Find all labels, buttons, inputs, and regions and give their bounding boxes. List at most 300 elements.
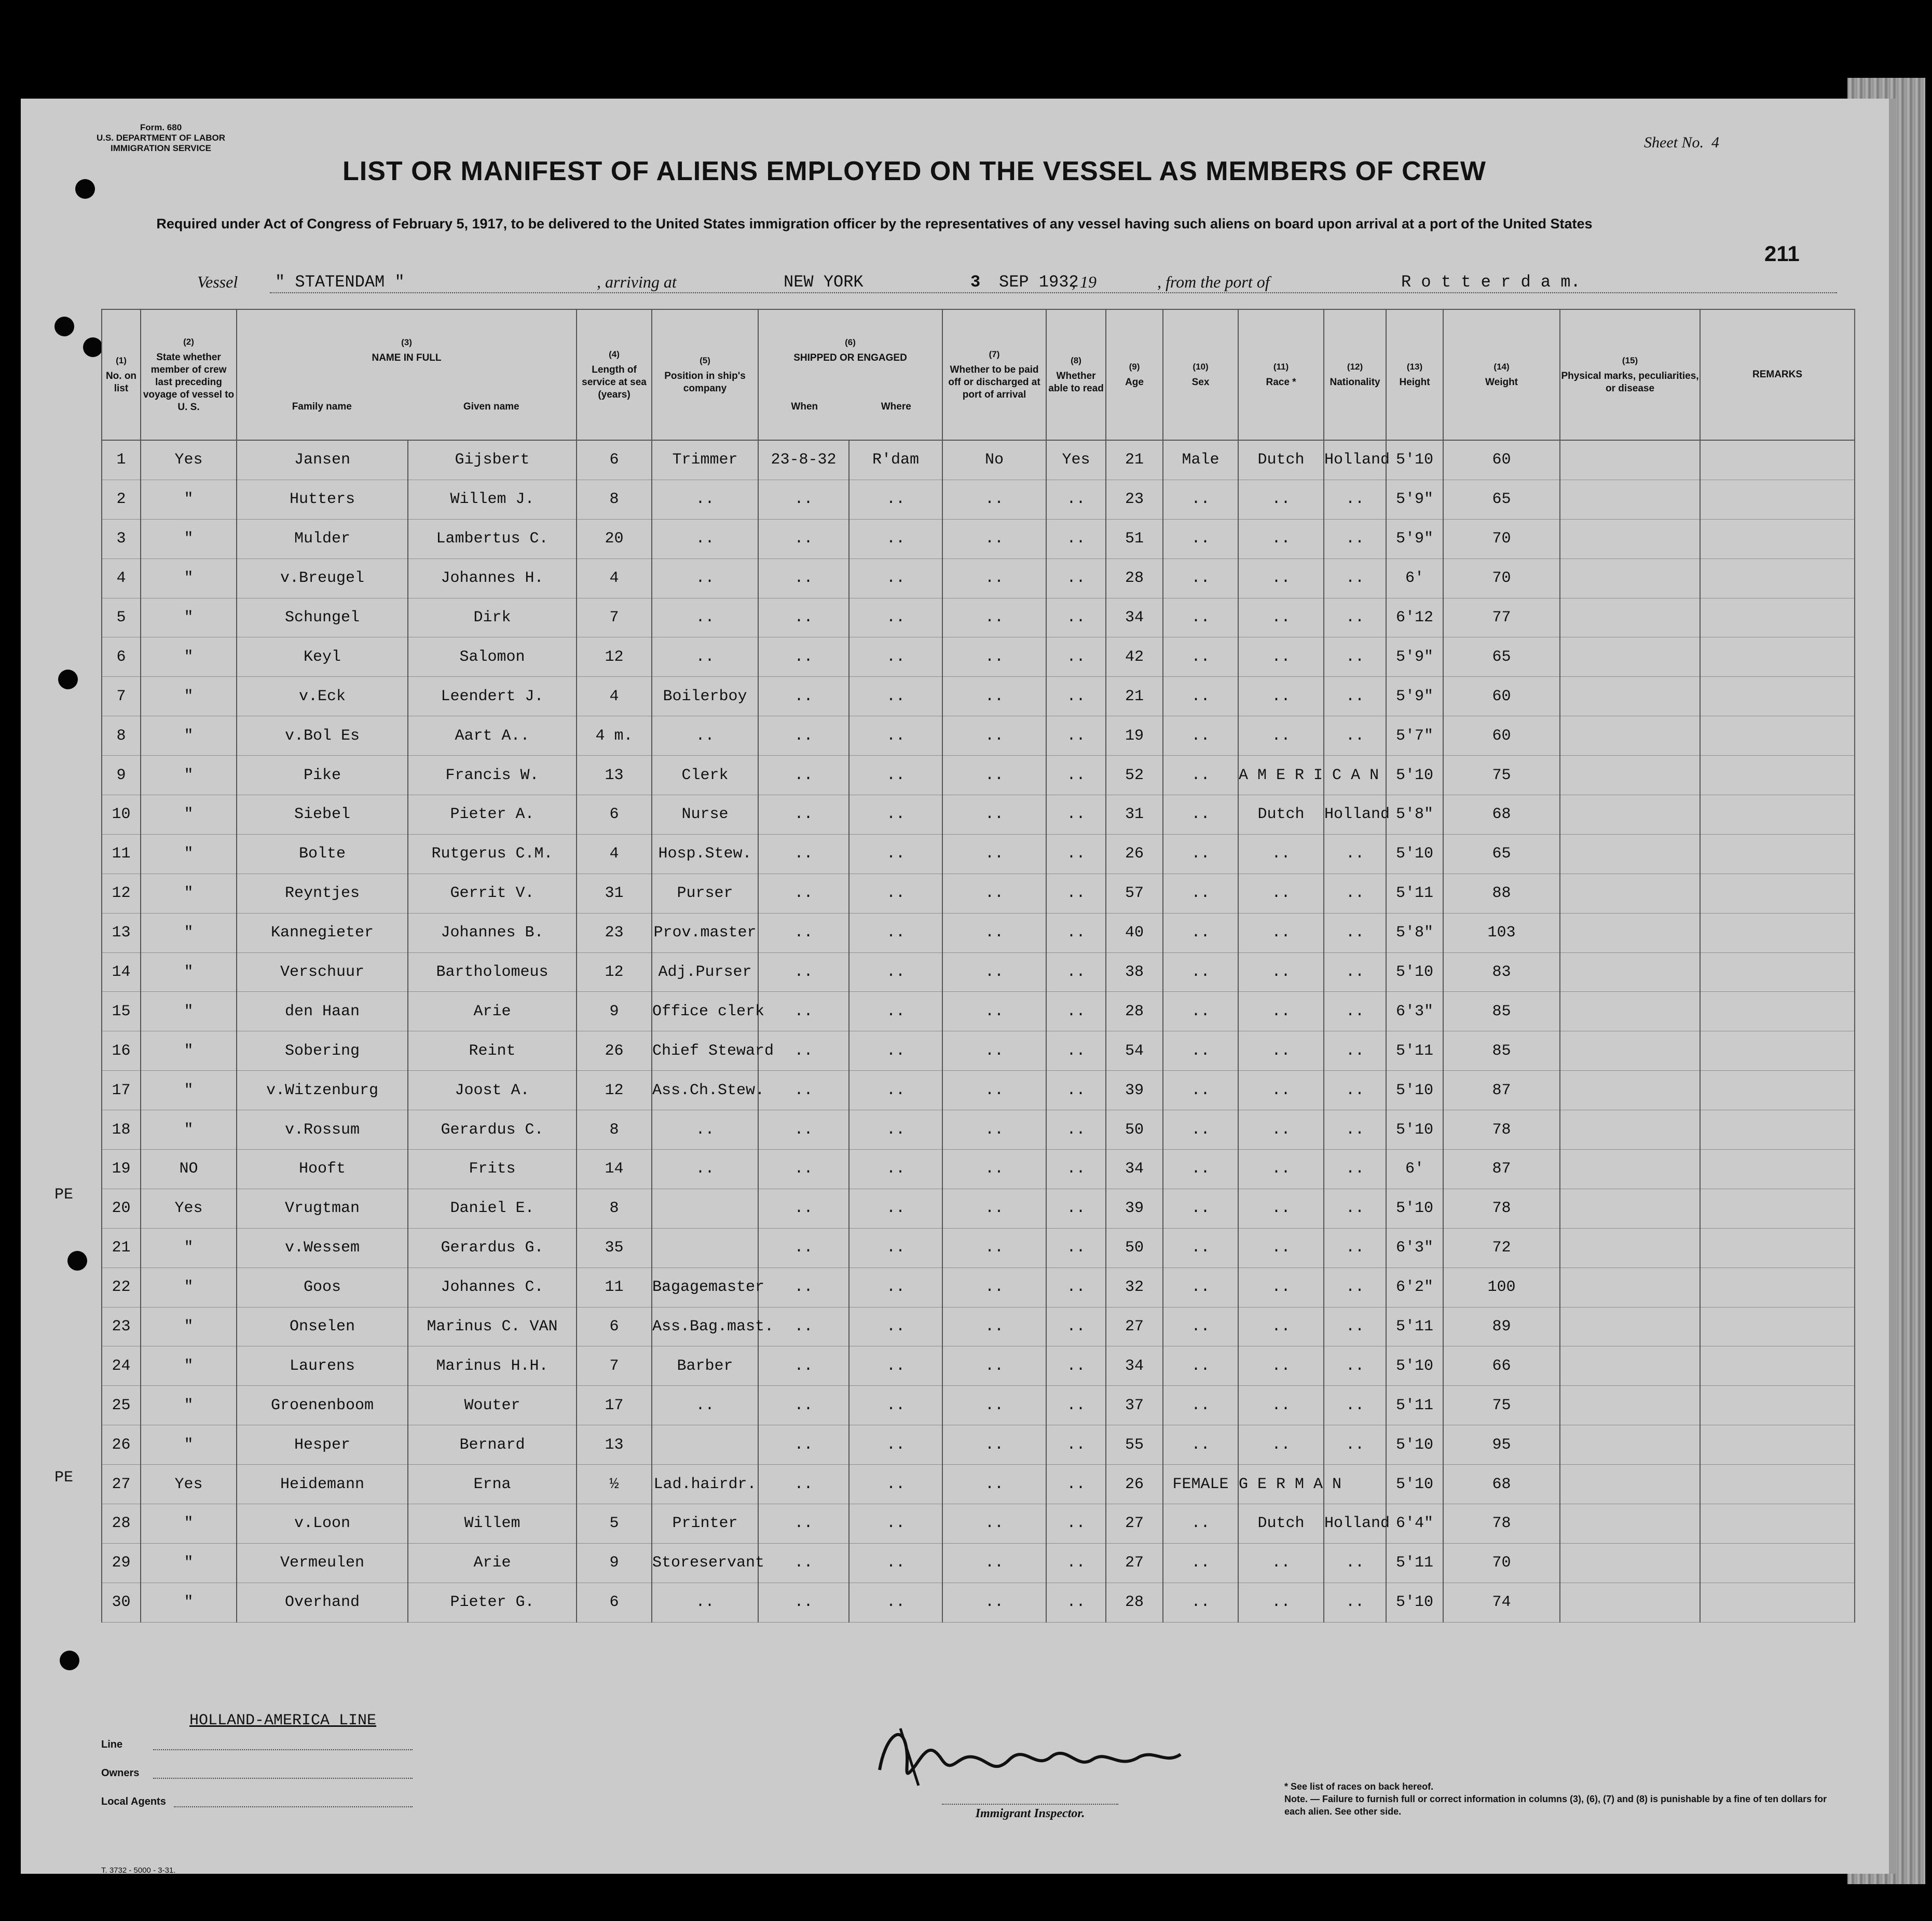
cell-sex: .. — [1163, 952, 1238, 992]
cell-shipped-where: .. — [849, 1189, 942, 1228]
col-header-sex: (10) Sex — [1163, 309, 1238, 440]
table-row — [102, 558, 1855, 598]
cell-previous-voyage: Yes — [141, 1189, 237, 1228]
cell-height: 5'9" — [1386, 677, 1443, 716]
table-row — [102, 1110, 1855, 1150]
cell-weight: 87 — [1443, 1150, 1560, 1189]
cell-service-length: 11 — [577, 1268, 652, 1307]
cell-remarks — [1700, 1150, 1855, 1189]
cell-weight: 103 — [1443, 913, 1560, 952]
cell-race: .. — [1238, 1386, 1324, 1425]
cell-paid-off: .. — [942, 1346, 1046, 1386]
cell-sex: .. — [1163, 1268, 1238, 1307]
cell-previous-voyage: " — [141, 874, 237, 913]
cell-age: 34 — [1106, 1150, 1163, 1189]
cell-shipped-when: .. — [758, 598, 849, 637]
table-row — [102, 1268, 1855, 1307]
cell-race: .. — [1238, 637, 1324, 677]
cell-physical-marks — [1560, 1189, 1700, 1228]
cell-shipped-when: .. — [758, 1583, 849, 1622]
cell-shipped-where: .. — [849, 1425, 942, 1465]
cell-remarks — [1700, 1189, 1855, 1228]
cell-shipped-where: .. — [849, 1583, 942, 1622]
cell-paid-off: .. — [942, 1228, 1046, 1268]
cell-nationality: .. — [1324, 558, 1386, 598]
cell-position — [652, 1425, 758, 1465]
cell-family-name: v.Loon — [237, 1504, 408, 1544]
cell-remarks — [1700, 756, 1855, 795]
cell-row-number: 14 — [102, 952, 141, 992]
cell-family-name: Kannegieter — [237, 913, 408, 952]
cell-able-to-read: .. — [1046, 1425, 1106, 1465]
page-title: LIST OR MANIFEST OF ALIENS EMPLOYED ON THE VESSEL AS MEMBERS OF CREW — [342, 156, 1486, 186]
cell-race: Dutch — [1238, 795, 1324, 835]
cell-given-name: Gerardus G. — [408, 1228, 577, 1268]
cell-age: 50 — [1106, 1228, 1163, 1268]
cell-shipped-when: .. — [758, 637, 849, 677]
cell-shipped-where: .. — [849, 716, 942, 756]
cell-able-to-read: .. — [1046, 795, 1106, 835]
cell-row-number: 23 — [102, 1307, 141, 1346]
cell-shipped-when: .. — [758, 1110, 849, 1150]
cell-physical-marks — [1560, 637, 1700, 677]
cell-race: .. — [1238, 1346, 1324, 1386]
cell-weight: 70 — [1443, 519, 1560, 558]
cell-physical-marks — [1560, 1268, 1700, 1307]
cell-able-to-read: .. — [1046, 1150, 1106, 1189]
cell-shipped-when: .. — [758, 1071, 849, 1110]
cell-shipped-where: .. — [849, 598, 942, 637]
table-row — [102, 480, 1855, 519]
cell-race: .. — [1238, 1228, 1324, 1268]
arrival-port: NEW YORK — [784, 273, 864, 292]
cell-shipped-when: .. — [758, 677, 849, 716]
cell-sex: .. — [1163, 637, 1238, 677]
cell-shipped-when: .. — [758, 1031, 849, 1071]
cell-shipped-when: .. — [758, 1150, 849, 1189]
cell-able-to-read: .. — [1046, 519, 1106, 558]
penalty-text: Note. — Failure to furnish full or correct information in columns (3), (6), (7) and (8) is punishable by a fine of ten dollars for each alien. See other side. — [1284, 1794, 1827, 1817]
cell-given-name: Gerrit V. — [408, 874, 577, 913]
cell-family-name: Hutters — [237, 480, 408, 519]
cell-age: 26 — [1106, 1465, 1163, 1504]
cell-paid-off: .. — [942, 913, 1046, 952]
agents-dotted-line — [174, 1806, 413, 1807]
cell-nationality: .. — [1324, 1346, 1386, 1386]
cell-service-length: 17 — [577, 1386, 652, 1425]
vessel-dotted-line — [270, 292, 1837, 293]
cell-nationality: Holland — [1324, 440, 1386, 480]
cell-service-length: 12 — [577, 637, 652, 677]
cell-race: .. — [1238, 1268, 1324, 1307]
cell-age: 31 — [1106, 795, 1163, 835]
cell-weight: 95 — [1443, 1425, 1560, 1465]
cell-age: 42 — [1106, 637, 1163, 677]
cell-remarks — [1700, 1268, 1855, 1307]
cell-given-name: Pieter A. — [408, 795, 577, 835]
cell-weight: 75 — [1443, 756, 1560, 795]
cell-paid-off: .. — [942, 598, 1046, 637]
cell-race: .. — [1238, 1150, 1324, 1189]
cell-age: 26 — [1106, 834, 1163, 874]
cell-position: Nurse — [652, 795, 758, 835]
cell-family-name: Vermeulen — [237, 1543, 408, 1583]
cell-service-length: 13 — [577, 756, 652, 795]
cell-position: .. — [652, 519, 758, 558]
cell-physical-marks — [1560, 1386, 1700, 1425]
cell-service-length: 8 — [577, 1189, 652, 1228]
cell-weight: 78 — [1443, 1189, 1560, 1228]
cell-given-name: Leendert J. — [408, 677, 577, 716]
cell-position — [652, 1228, 758, 1268]
table-row — [102, 1425, 1855, 1465]
cell-row-number: 26 — [102, 1425, 141, 1465]
cell-age: 55 — [1106, 1425, 1163, 1465]
cell-given-name: Gijsbert — [408, 440, 577, 480]
col-header-position: (5) Position in ship's company — [652, 309, 758, 440]
cell-weight: 85 — [1443, 1031, 1560, 1071]
cell-physical-marks — [1560, 1228, 1700, 1268]
cell-height: 5'11 — [1386, 874, 1443, 913]
cell-nationality: .. — [1324, 1583, 1386, 1622]
cell-shipped-where: R'dam — [849, 440, 942, 480]
sheet-number — [1644, 134, 1719, 152]
cell-previous-voyage: NO — [141, 1150, 237, 1189]
cell-paid-off: .. — [942, 519, 1046, 558]
cell-race: .. — [1238, 913, 1324, 952]
cell-race: .. — [1238, 1583, 1324, 1622]
cell-weight: 85 — [1443, 992, 1560, 1031]
cell-previous-voyage: Yes — [141, 1465, 237, 1504]
cell-sex: .. — [1163, 1228, 1238, 1268]
cell-remarks — [1700, 913, 1855, 952]
cell-position: Barber — [652, 1346, 758, 1386]
cell-able-to-read: Yes — [1046, 440, 1106, 480]
cell-nationality: .. — [1324, 677, 1386, 716]
cell-position: Adj.Purser — [652, 952, 758, 992]
cell-race: .. — [1238, 992, 1324, 1031]
cell-given-name: Johannes B. — [408, 913, 577, 952]
cell-paid-off: .. — [942, 1583, 1046, 1622]
cell-row-number: 28 — [102, 1504, 141, 1544]
cell-height: 6'12 — [1386, 598, 1443, 637]
cell-previous-voyage: " — [141, 952, 237, 992]
cell-paid-off: .. — [942, 1504, 1046, 1544]
cell-shipped-where: .. — [849, 1307, 942, 1346]
cell-height: 5'11 — [1386, 1386, 1443, 1425]
cell-given-name: Dirk — [408, 598, 577, 637]
cell-physical-marks — [1560, 480, 1700, 519]
cell-age: 27 — [1106, 1543, 1163, 1583]
cell-remarks — [1700, 1346, 1855, 1386]
table-row — [102, 1071, 1855, 1110]
cell-previous-voyage: " — [141, 480, 237, 519]
punch-hole — [75, 179, 95, 199]
cell-family-name: Vrugtman — [237, 1189, 408, 1228]
cell-remarks — [1700, 1307, 1855, 1346]
cell-given-name: Frits — [408, 1150, 577, 1189]
col-header-where: Where — [881, 401, 911, 412]
col-header-weight: (14) Weight — [1443, 309, 1560, 440]
cell-weight: 60 — [1443, 677, 1560, 716]
cell-position: Storeservant — [652, 1543, 758, 1583]
cell-position: Lad.hairdr. — [652, 1465, 758, 1504]
cell-family-name: Hooft — [237, 1150, 408, 1189]
cell-previous-voyage: " — [141, 1504, 237, 1544]
cell-row-number: 8 — [102, 716, 141, 756]
cell-paid-off: .. — [942, 1386, 1046, 1425]
cell-able-to-read: .. — [1046, 1071, 1106, 1110]
cell-height: 6'4" — [1386, 1504, 1443, 1544]
cell-shipped-where: .. — [849, 1150, 942, 1189]
cell-physical-marks — [1560, 1110, 1700, 1150]
cell-row-number: 7 — [102, 677, 141, 716]
cell-nationality: .. — [1324, 716, 1386, 756]
cell-row-number: 3 — [102, 519, 141, 558]
cell-able-to-read: .. — [1046, 1583, 1106, 1622]
cell-height: 5'10 — [1386, 1346, 1443, 1386]
cell-physical-marks — [1560, 834, 1700, 874]
cell-able-to-read: .. — [1046, 598, 1106, 637]
cell-row-number: 17 — [102, 1071, 141, 1110]
cell-weight: 60 — [1443, 716, 1560, 756]
cell-age: 28 — [1106, 992, 1163, 1031]
cell-position: Trimmer — [652, 440, 758, 480]
table-header — [102, 309, 1855, 440]
cell-nationality: .. — [1324, 952, 1386, 992]
cell-given-name: Rutgerus C.M. — [408, 834, 577, 874]
punch-hole — [58, 670, 78, 689]
cell-paid-off: .. — [942, 756, 1046, 795]
cell-height: 6'2" — [1386, 1268, 1443, 1307]
cell-given-name: Salomon — [408, 637, 577, 677]
cell-able-to-read: .. — [1046, 480, 1106, 519]
cell-shipped-when: .. — [758, 1386, 849, 1425]
cell-family-name: Onselen — [237, 1307, 408, 1346]
cell-row-number: 9 — [102, 756, 141, 795]
cell-age: 32 — [1106, 1268, 1163, 1307]
cell-race: .. — [1238, 598, 1324, 637]
col-header-race: (11) Race * — [1238, 309, 1324, 440]
cell-nationality: .. — [1324, 992, 1386, 1031]
cell-race: .. — [1238, 834, 1324, 874]
cell-service-length: 23 — [577, 913, 652, 952]
cell-shipped-where: .. — [849, 677, 942, 716]
cell-sex: .. — [1163, 1150, 1238, 1189]
cell-sex: .. — [1163, 834, 1238, 874]
print-code: T. 3732 - 5000 - 3-31. — [101, 1866, 176, 1875]
stamp-number: 211 — [1764, 241, 1800, 266]
cell-service-length: 20 — [577, 519, 652, 558]
cell-sex: .. — [1163, 992, 1238, 1031]
cell-shipped-when: .. — [758, 1465, 849, 1504]
cell-family-name: Heidemann — [237, 1465, 408, 1504]
cell-physical-marks — [1560, 756, 1700, 795]
punch-hole — [67, 1251, 87, 1271]
cell-remarks — [1700, 1583, 1855, 1622]
cell-height: 5'9" — [1386, 519, 1443, 558]
cell-row-number: 1 — [102, 440, 141, 480]
cell-row-number: 29 — [102, 1543, 141, 1583]
table-row — [102, 598, 1855, 637]
cell-physical-marks — [1560, 952, 1700, 992]
cell-physical-marks — [1560, 992, 1700, 1031]
cell-position: Clerk — [652, 756, 758, 795]
cell-previous-voyage: " — [141, 1110, 237, 1150]
cell-shipped-when: .. — [758, 913, 849, 952]
cell-sex: .. — [1163, 1071, 1238, 1110]
table-row — [102, 1031, 1855, 1071]
cell-previous-voyage: " — [141, 913, 237, 952]
cell-physical-marks — [1560, 795, 1700, 835]
cell-race: .. — [1238, 1425, 1324, 1465]
shipping-line-stamp: HOLLAND-AMERICA LINE — [189, 1712, 377, 1729]
cell-weight: 72 — [1443, 1228, 1560, 1268]
cell-shipped-when: .. — [758, 952, 849, 992]
cell-race: .. — [1238, 480, 1324, 519]
col-header-height: (13) Height — [1386, 309, 1443, 440]
cell-service-length: 6 — [577, 1583, 652, 1622]
cell-given-name: Francis W. — [408, 756, 577, 795]
cell-remarks — [1700, 440, 1855, 480]
col-header-physical-marks: (15) Physical marks, peculiarities, or disease — [1560, 309, 1700, 440]
cell-shipped-when: .. — [758, 1268, 849, 1307]
cell-age: 21 — [1106, 677, 1163, 716]
cell-nationality: .. — [1324, 1031, 1386, 1071]
cell-weight: 60 — [1443, 440, 1560, 480]
cell-race: Dutch — [1238, 440, 1324, 480]
cell-shipped-where: .. — [849, 952, 942, 992]
cell-given-name: Reint — [408, 1031, 577, 1071]
cell-race: .. — [1238, 1543, 1324, 1583]
col-header-family-name: Family name — [292, 401, 352, 412]
cell-nationality: .. — [1324, 637, 1386, 677]
cell-family-name: Verschuur — [237, 952, 408, 992]
table-row — [102, 1583, 1855, 1622]
cell-shipped-when: .. — [758, 992, 849, 1031]
cell-sex: .. — [1163, 1189, 1238, 1228]
cell-physical-marks — [1560, 677, 1700, 716]
cell-able-to-read: .. — [1046, 677, 1106, 716]
cell-service-length: 6 — [577, 795, 652, 835]
cell-weight: 65 — [1443, 834, 1560, 874]
cell-sex: .. — [1163, 874, 1238, 913]
table-row — [102, 1465, 1855, 1504]
vessel-name: " STATENDAM " — [275, 273, 405, 292]
cell-previous-voyage: " — [141, 1583, 237, 1622]
cell-race: .. — [1238, 1071, 1324, 1110]
cell-family-name: Mulder — [237, 519, 408, 558]
cell-given-name: Bartholomeus — [408, 952, 577, 992]
cell-family-name: v.Bol Es — [237, 716, 408, 756]
cell-sex: .. — [1163, 1543, 1238, 1583]
cell-remarks — [1700, 1031, 1855, 1071]
cell-age: 34 — [1106, 1346, 1163, 1386]
cell-paid-off: .. — [942, 1150, 1046, 1189]
cell-race: .. — [1238, 874, 1324, 913]
cell-age: 39 — [1106, 1189, 1163, 1228]
race-note: * See list of races on back hereof. — [1284, 1781, 1434, 1792]
cell-remarks — [1700, 1228, 1855, 1268]
cell-shipped-where: .. — [849, 1110, 942, 1150]
cell-remarks — [1700, 519, 1855, 558]
cell-shipped-when: .. — [758, 795, 849, 835]
cell-age: 37 — [1106, 1386, 1163, 1425]
table-row — [102, 1228, 1855, 1268]
cell-shipped-where: .. — [849, 1543, 942, 1583]
cell-given-name: Johannes C. — [408, 1268, 577, 1307]
cell-service-length: 12 — [577, 952, 652, 992]
cell-service-length: 31 — [577, 874, 652, 913]
cell-row-number: 15 — [102, 992, 141, 1031]
cell-weight: 70 — [1443, 558, 1560, 598]
cell-race: .. — [1238, 1031, 1324, 1071]
cell-nationality: .. — [1324, 834, 1386, 874]
cell-remarks — [1700, 716, 1855, 756]
cell-service-length: 26 — [577, 1031, 652, 1071]
cell-able-to-read: .. — [1046, 913, 1106, 952]
cell-age: 54 — [1106, 1031, 1163, 1071]
cell-nationality: .. — [1324, 1228, 1386, 1268]
cell-row-number: 10 — [102, 795, 141, 835]
cell-weight: 75 — [1443, 1386, 1560, 1425]
cell-service-length: ½ — [577, 1465, 652, 1504]
cell-shipped-when: .. — [758, 1307, 849, 1346]
cell-sex: .. — [1163, 1307, 1238, 1346]
table-row — [102, 913, 1855, 952]
cell-shipped-where: .. — [849, 1346, 942, 1386]
cell-able-to-read: .. — [1046, 637, 1106, 677]
cell-sex: FEMALE — [1163, 1465, 1238, 1504]
cell-position: .. — [652, 598, 758, 637]
col-header-given-name: Given name — [463, 401, 519, 412]
cell-weight: 77 — [1443, 598, 1560, 637]
cell-paid-off: .. — [942, 874, 1046, 913]
cell-able-to-read: .. — [1046, 558, 1106, 598]
cell-remarks — [1700, 952, 1855, 992]
cell-family-name: Keyl — [237, 637, 408, 677]
cell-height: 5'10 — [1386, 952, 1443, 992]
cell-able-to-read: .. — [1046, 1307, 1106, 1346]
cell-remarks — [1700, 1425, 1855, 1465]
cell-able-to-read: .. — [1046, 1110, 1106, 1150]
cell-age: 50 — [1106, 1110, 1163, 1150]
cell-remarks — [1700, 677, 1855, 716]
cell-remarks — [1700, 480, 1855, 519]
cell-previous-voyage: " — [141, 1307, 237, 1346]
cell-position: .. — [652, 1110, 758, 1150]
cell-height: 5'9" — [1386, 637, 1443, 677]
cell-remarks — [1700, 1110, 1855, 1150]
cell-position: .. — [652, 480, 758, 519]
cell-race: .. — [1238, 1189, 1324, 1228]
cell-physical-marks — [1560, 519, 1700, 558]
cell-shipped-when: .. — [758, 834, 849, 874]
cell-physical-marks — [1560, 1307, 1700, 1346]
cell-family-name: v.Eck — [237, 677, 408, 716]
cell-family-name: Hesper — [237, 1425, 408, 1465]
cell-able-to-read: .. — [1046, 1386, 1106, 1425]
cell-weight: 87 — [1443, 1071, 1560, 1110]
cell-physical-marks — [1560, 598, 1700, 637]
owners-label: Owners — [101, 1767, 140, 1779]
arriving-label: , arriving at — [597, 273, 677, 291]
cell-paid-off: .. — [942, 677, 1046, 716]
arrival-month-year: SEP 1932 — [999, 273, 1079, 292]
cell-weight: 68 — [1443, 795, 1560, 835]
cell-height: 5'10 — [1386, 1110, 1443, 1150]
cell-paid-off: .. — [942, 716, 1046, 756]
